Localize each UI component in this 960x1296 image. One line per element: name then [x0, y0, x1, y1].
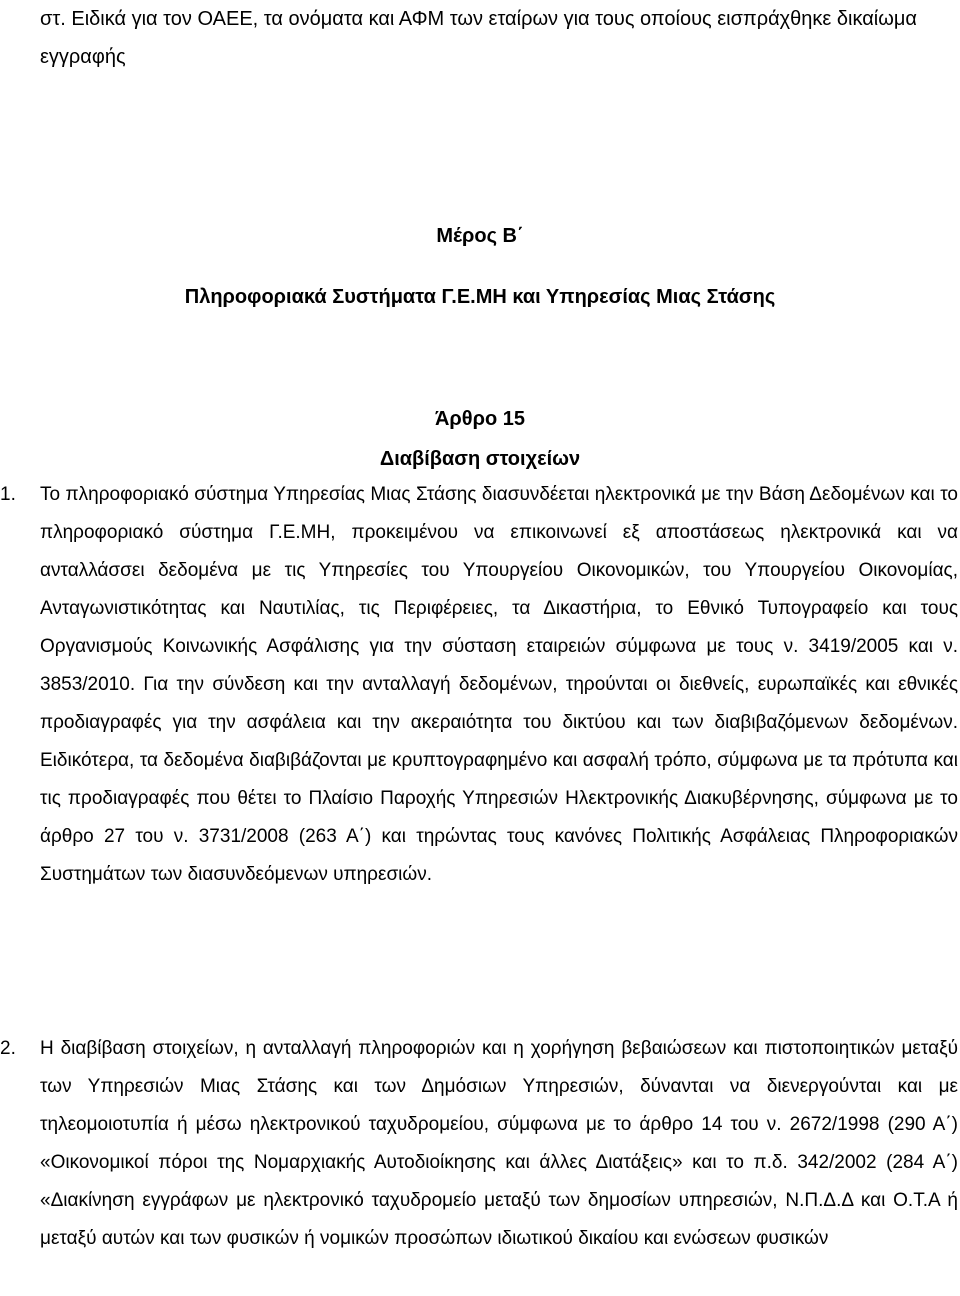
article-title-heading — [0, 447, 960, 471]
part-subtitle-heading — [0, 285, 960, 309]
part-title: Μέρος Β΄ — [436, 225, 524, 247]
article-heading — [0, 407, 960, 431]
list-item — [0, 476, 960, 894]
part-heading — [0, 224, 960, 248]
item-text: Το πληροφοριακό σύστημα Υπηρεσίας Μιας Στάσης διασυνδέεται ηλεκτρονικά με την Βάση Δεδομένων και το πληροφοριακό σύστημα Γ.Ε.ΜΗ, προκειμένου να επικοινωνεί εξ αποστάσεως ηλεκτρονικά και να ανταλλάσσει δεδομένα με τις Υπηρεσίες του Υπουργείου Οικονομικών, του Υπουργείου Οικονομίας, Ανταγωνιστικότητας και Ναυτιλίας, τις Περιφέρειες, τα Δικαστήρια, το Εθνικό Τυπογραφείο και τους Οργανισμούς Κοινωνικής Ασφάλισης για την σύσταση εταιρειών σύμφωνα με τους ν. 3419/2005 και ν. 3853/2010. Για την σύνδεση και την ανταλλαγή δεδομένων, τηρούνται οι διεθνείς, ευρωπαϊκές και εθνικές προδιαγραφές για την ασφάλεια και την ακεραιότητα του δικτύου και των διαβιβαζόμενων δεδομένων. Ειδικότερα, τα δεδομένα διαβιβάζονται με κρυπτογραφημένο και ασφαλή τρόπο, σύμφωνα με τα πρότυπα και τις προδιαγραφές που θέτει το Πλαίσιο Παροχής Υπηρεσιών Ηλεκτρονικής Διακυβέρνησης, σύμφωνα με το άρθρο 27 του ν. 3731/2008 (263 Α΄) και τηρώντας τους κανόνες Πολιτικής Ασφάλειας Πληροφοριακών Συστημάτων των διασυνδεόμενων υπηρεσιών. — [40, 484, 958, 885]
list-item — [0, 1030, 960, 1258]
item-number: 1. — [0, 484, 16, 505]
intro-paragraph: στ. Ειδικά για τον ΟΑΕΕ, τα ονόματα και ΑΦΜ των εταίρων για τους οποίους εισπράχθηκε δικαίωμα εγγραφής — [40, 8, 917, 68]
part-subtitle: Πληροφοριακά Συστήματα Γ.Ε.ΜΗ και Υπηρεσίας Μιας Στάσης — [184, 286, 776, 308]
article-number: Άρθρο 15 — [434, 408, 526, 430]
item-number: 2. — [0, 1038, 16, 1059]
item-text: Η διαβίβαση στοιχείων, η ανταλλαγή πληροφοριών και η χορήγηση βεβαιώσεων και πιστοποιητικών μεταξύ των Υπηρεσιών Μιας Στάσης και των Δημόσιων Υπηρεσιών, δύνανται να διενεργούνται και με τηλεομοιοτυπία ή μέσω ηλεκτρονικού ταχυδρομείου, σύμφωνα με το άρθρο 14 του ν. 2672/1998 (290 Α΄) «Οικονομικοί πόροι της Νομαρχιακής Αυτοδιοίκησης και άλλες Διατάξεις» και το π.δ. 342/2002 (284 Α΄) «Διακίνηση εγγράφων με ηλεκτρονικό ταχυδρομείο μεταξύ των δημοσίων υπηρεσιών, Ν.Π.Δ.Δ και Ο.Τ.Α ή μεταξύ αυτών και των φυσικών ή νομικών προσώπων ιδιωτικού δικαίου και ενώσεων φυσικών — [40, 1038, 958, 1249]
article-title: Διαβίβαση στοιχείων — [379, 448, 581, 470]
